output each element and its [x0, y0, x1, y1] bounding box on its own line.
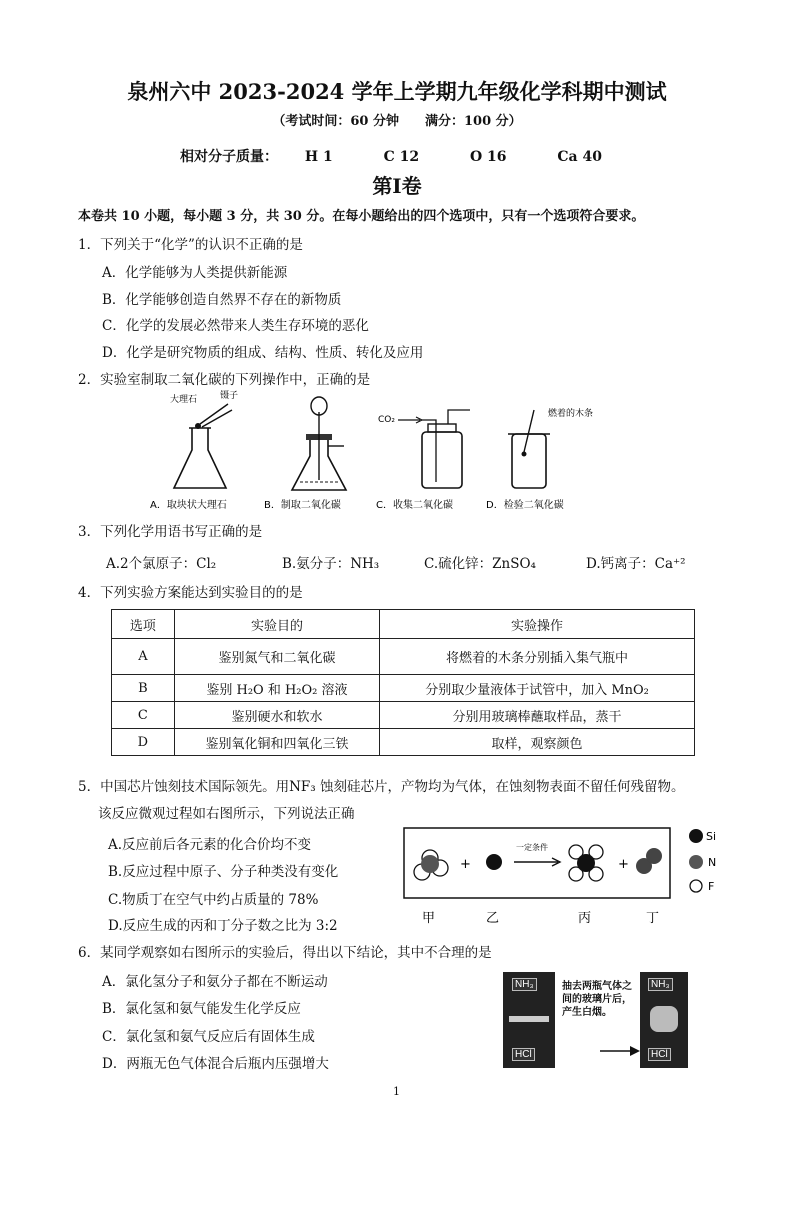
q5-option-c: C.物质丁在空气中约占质量的 78% — [108, 892, 319, 908]
arrow-right-icon — [600, 1044, 642, 1058]
q2-stem: 2．实验室制取二氧化碳的下列操作中，正确的是 — [78, 372, 371, 388]
table-cell: 鉴别氮气和二氧化碳 — [174, 639, 379, 675]
molecule-jia — [414, 850, 448, 880]
table-header: 实验目的 — [174, 610, 379, 639]
molecule-yi — [486, 854, 502, 870]
q1-stem: 1．下列关于“化学”的认识不正确的是 — [78, 237, 303, 253]
svg-text:一定条件: 一定条件 — [516, 843, 548, 852]
relative-mass-label: 相对分子质量： — [180, 149, 278, 165]
table-cell: 鉴别硬水和软水 — [174, 702, 379, 729]
apparatus-b — [292, 397, 346, 490]
table-cell: 将燃着的木条分别插入集气瓶中 — [380, 639, 695, 675]
nh3-label-after: NH₃ — [648, 978, 673, 991]
label-bing: 丙 — [578, 911, 592, 926]
label-yi: 乙 — [486, 911, 500, 926]
table-cell: A — [112, 639, 175, 675]
apparatus-d — [508, 407, 593, 488]
table-header: 实验操作 — [380, 610, 695, 639]
table-cell: 鉴别氧化铜和四氧化三铁 — [174, 729, 379, 756]
hcl-label-before: HCl — [512, 1048, 535, 1061]
q2-apparatus-figure — [140, 390, 600, 515]
mass-c: C 12 — [383, 149, 420, 165]
label-ding: 丁 — [646, 911, 660, 926]
table-row — [112, 729, 695, 756]
q3-option-d: D.钙离子：Ca⁺² — [586, 556, 686, 572]
exam-title: 泉州六中 2023-2024 学年上学期九年级化学科期中测试 — [127, 79, 667, 104]
hcl-label-after: HCl — [648, 1048, 671, 1061]
label-d: D．检验二氧化碳 — [486, 500, 564, 511]
legend-f: F — [708, 880, 715, 893]
photo-after — [640, 972, 688, 1068]
q6-option-d: D．两瓶无色气体混合后瓶内压强增大 — [102, 1056, 329, 1072]
table-row — [112, 639, 695, 675]
table-cell: 分别取少量液体于试管中，加入 MnO₂ — [380, 675, 695, 702]
q1-option-b: B．化学能够创造自然界不存在的新物质 — [102, 292, 342, 308]
table-cell: 取样，观察颜色 — [380, 729, 695, 756]
page-number: 1 — [393, 1085, 400, 1098]
table-cell: 鉴别 H₂O 和 H₂O₂ 溶液 — [174, 675, 379, 702]
q5-option-a: A.反应前后各元素的化合价均不变 — [108, 837, 312, 853]
q5-option-d: D.反应生成的丙和丁分子数之比为 3:2 — [108, 918, 338, 934]
co2-label: CO₂ — [378, 415, 395, 425]
photo-caption: 抽去两瓶气体之间的玻璃片后，产生白烟。 — [562, 981, 632, 1018]
q1-option-d: D．化学是研究物质的组成、结构、性质、转化及应用 — [102, 345, 424, 361]
table-cell: 分别用玻璃棒蘸取样品，蒸干 — [380, 702, 695, 729]
q6-option-c: C．氯化氢和氨气反应后有固体生成 — [102, 1029, 315, 1045]
q5-stem-line1: 5．中国芯片蚀刻技术国际领先。用NF₃ 蚀刻硅芯片，产物均为气体，在蚀刻物表面不留任何残留物。 — [78, 779, 685, 795]
table-row — [112, 675, 695, 702]
apparatus-c — [378, 410, 470, 488]
label-b: B．制取二氧化碳 — [264, 500, 341, 511]
exam-subtitle: （考试时间：60 分钟 满分：100 分） — [272, 114, 522, 129]
mass-ca: Ca 40 — [557, 149, 602, 165]
marble-label: 大理石 — [170, 395, 198, 405]
mass-o: O 16 — [469, 149, 507, 165]
q3-option-a: A.2个氯原子：Cl₂ — [106, 556, 217, 572]
atom-legend — [689, 829, 716, 893]
molecule-bing — [569, 845, 603, 881]
legend-si: Si — [706, 830, 717, 843]
mass-h: H 1 — [304, 149, 333, 165]
instructions: 本卷共 10 小题，每小题 3 分，共 30 分。在每小题给出的四个选项中，只有一个选项符合要求。 — [78, 209, 645, 224]
q6-option-a: A．氯化氢分子和氨分子都在不断运动 — [102, 974, 328, 990]
table-header-row — [112, 610, 695, 639]
svg-text:+: + — [618, 857, 629, 872]
q4-table — [111, 609, 695, 756]
glass-plate — [509, 1016, 549, 1022]
table-cell: C — [112, 702, 175, 729]
apparatus-a — [170, 390, 238, 488]
tweezers-label: 镊子 — [220, 391, 239, 401]
table-cell: B — [112, 675, 175, 702]
molecule-ding — [636, 848, 662, 874]
svg-text:+: + — [460, 857, 471, 872]
relative-masses — [180, 146, 648, 166]
volume-heading: 第Ⅰ卷 — [372, 174, 422, 198]
table-row — [112, 702, 695, 729]
q5-reaction-diagram — [398, 820, 728, 938]
photo-before — [503, 972, 555, 1068]
reaction-arrow — [514, 842, 560, 866]
q4-stem: 4．下列实验方案能达到实验目的的是 — [78, 585, 303, 601]
q3-option-c: C.硫化锌：ZnSO₄ — [424, 556, 536, 572]
q1-option-c: C．化学的发展必然带来人类生存环境的恶化 — [102, 318, 369, 334]
white-smoke — [650, 1006, 678, 1032]
nh3-label-before: NH₃ — [512, 978, 537, 991]
table-cell: D — [112, 729, 175, 756]
label-jia: 甲 — [422, 911, 436, 926]
q6-stem: 6．某同学观察如右图所示的实验后，得出以下结论，其中不合理的是 — [78, 945, 492, 961]
label-c: C．收集二氧化碳 — [376, 500, 453, 511]
q6-option-b: B．氯化氢和氨气能发生化学反应 — [102, 1001, 301, 1017]
table-header: 选项 — [112, 610, 175, 639]
q5-stem-line2: 该反应微观过程如右图所示，下列说法正确 — [98, 806, 355, 822]
q3-stem: 3．下列化学用语书写正确的是 — [78, 524, 263, 540]
legend-n: N — [708, 856, 717, 869]
q1-option-a: A．化学能够为人类提供新能源 — [102, 265, 288, 281]
label-a: A．取块状大理石 — [150, 500, 227, 511]
q5-option-b: B.反应过程中原子、分子种类没有变化 — [108, 864, 339, 880]
burning-stick-label: 燃着的木条 — [548, 409, 594, 419]
q3-option-b: B.氨分子：NH₃ — [282, 556, 380, 572]
